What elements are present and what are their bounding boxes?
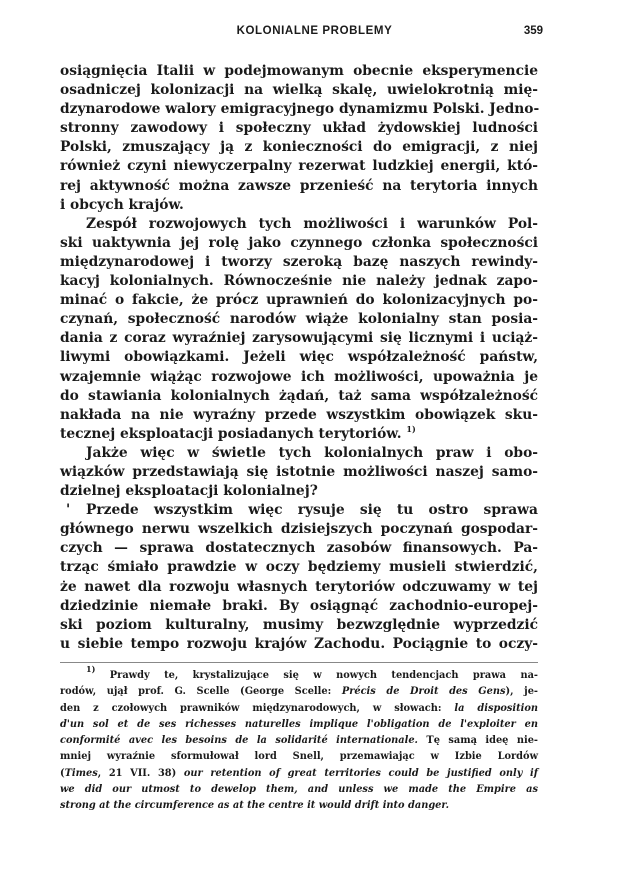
footnote-line (60, 701, 538, 717)
text-line: wiązków przedstawiają się istotnie możliwości naszej samo- (60, 463, 538, 480)
text-line: Zespół rozwojowych tych możliwości i warunków Pol- (86, 215, 538, 232)
footnote-text: rodów, ujął prof. G. Scelle (George Scelle: (60, 686, 342, 698)
text-line: i obcych krajów. (60, 196, 184, 213)
footnote-quote: la disposition (454, 702, 539, 714)
text-line: wzajemnie wiążąc rozwojowe ich możliwości, upoważnia je (60, 368, 538, 385)
footnote-divider (60, 662, 538, 663)
text-line: dzielnej eksploatacji kolonialnej? (60, 483, 318, 500)
footnote-text: Prawdy te, krystalizujące się w nowych tendencjach prawa na- (109, 670, 538, 681)
text-line: czych — sprawa dostatecznych zasobów finansowych. Pa- (60, 540, 538, 557)
text-line: dania z coraz wyraźniej zarysowującymi się licznymi i uciąż- (60, 330, 538, 347)
footnote-line (60, 766, 538, 782)
stray-mark: ' (66, 502, 71, 519)
text-line (60, 425, 538, 444)
footnote (60, 664, 539, 815)
text-line: liwymi obowiązkami. Jeżeli więc współzależność państw, (60, 349, 538, 366)
text-line: dzynarodowe walory emigracyjnego dynamizmu Polski. Jedno- (60, 101, 540, 118)
footnote-text: ( (60, 767, 65, 779)
text-line: osiągnięcia Italii w podejmowanym obecnie eksperymencie (60, 63, 538, 79)
footnote-line: d'un sol et de ses richesses naturelles implique l'obligation de l'exploiter en (60, 718, 538, 730)
running-title: KOLONIALNE PROBLEMY (236, 25, 393, 37)
text-line: nakłada na nie wyraźny przede wszystkim obowiązek sku- (60, 406, 538, 423)
text-line: osadniczej kolonizacji na wielką skalę, uwielokrotnią mię- (60, 82, 538, 99)
footnote-line (60, 684, 538, 700)
text-line: ski uaktywnia jej rolę jako czynnego członka społeczności (60, 234, 538, 251)
footnote-line (60, 733, 538, 749)
text-line: że nawet dla rozwoju własnych terytoriów odczuwamy w tej (60, 578, 538, 595)
footnote-source: Times (64, 767, 98, 779)
text-line: trząc śmiało prawdzie w oczy będziemy musieli stwierdzić, (60, 559, 538, 576)
text-line: również czyni niewyczerpalny rezerwat ludzkiej energii, któ- (60, 158, 538, 175)
text-line: międzynarodowej i tworzy szeroką bazę naszych rewindy- (60, 253, 538, 270)
text-line: u siebie tempo rozwoju krajów Zachodu. Pociągnie to oczy- (60, 635, 538, 652)
footnote-reference: 1) (406, 423, 416, 434)
text-line: stronny zawodowy i społeczny układ żydowskiej ludności (60, 120, 538, 137)
body-text (60, 62, 538, 654)
text-line-content: Przede wszystkim więc rysuje się tu ostro sprawa (86, 502, 538, 519)
footnote-book-title: Précis de Droit des Gens (341, 686, 506, 698)
footnote-text: den z czołowych prawników międzynarodowych, w słowach: (60, 702, 455, 714)
footnote-marker: 1) (86, 664, 96, 674)
text-line: minać o fakcie, że prócz uprawnień do kolonizacyjnych po- (60, 292, 538, 309)
footnote-line (60, 664, 538, 684)
text-line: ski poziom kulturalny, musimy bezwzględnie wyprzedzić (60, 616, 538, 633)
page-number: 359 (523, 25, 543, 37)
footnote-text: Tę samą ideę nie- (417, 735, 538, 747)
text-line: Polski, zmuszający ją z konieczności do emigracji, z niej (60, 139, 538, 156)
footnote-quote: conformité avec les besoins de la solidarité internationale. (60, 735, 418, 747)
text-line: czynań, społeczność narodów wiąże kolonialny stan posia- (60, 311, 538, 328)
text-line: kacyj kolonialnych. Równocześnie nie należy jednak zapo- (60, 273, 538, 290)
text-line: dziedzinie niemałe braki. By osiągnąć zachodnio-europej- (60, 597, 538, 614)
text-line: Jakże więc w świetle tych kolonialnych praw i obo- (86, 444, 538, 461)
text-line: głównego nerwu wszelkich dzisiejszych poczynań gospodar- (60, 521, 538, 538)
text-line (60, 501, 538, 520)
footnote-line: mniej wyraźnie sformułował lord Snell, przemawiając w Izbie Lordów (60, 751, 538, 763)
footnote-line: strong at the circumference as at the centre it would drift into danger. (60, 800, 450, 812)
footnote-text: , 21 VII. 38) (97, 767, 184, 779)
footnote-text: ), je- (505, 686, 538, 698)
footnote-line: we did our utmost to dewelop them, and unless we made the Empire as (60, 784, 538, 796)
footnote-quote: our retention of great territories could be justified only if (183, 767, 538, 779)
text-line: rej aktywność można zawsze przenieść na terytoria innych (60, 177, 538, 194)
text-line: do stawiania kolonialnych żądań, taż sama współzależność (60, 387, 538, 404)
text-line-content: tecznej eksploatacji posiadanych terytoriów. (60, 425, 402, 442)
